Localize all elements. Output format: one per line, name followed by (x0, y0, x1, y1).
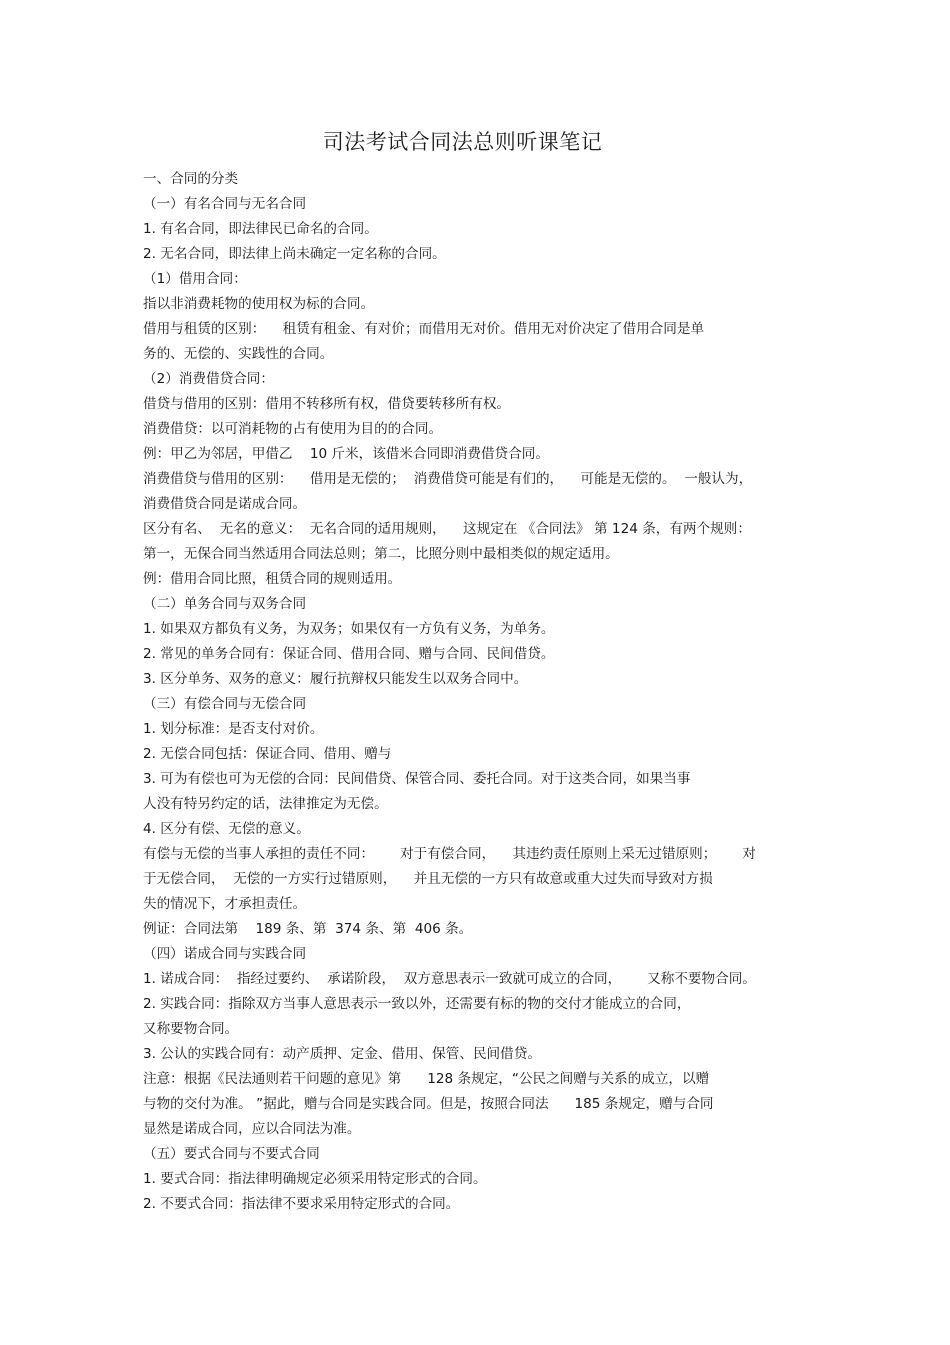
text-line: 失的情况下，才承担责任。 (143, 896, 307, 912)
text-line: 人没有特另约定的话，法律推定为无偿。 (143, 796, 388, 812)
text-line: 2. 常见的单务合同有：保证合同、借用合同、赠与合同、民间借贷。 (143, 646, 555, 662)
subsection-heading: （四）诺成合同与实践合同 (143, 946, 307, 962)
document-body (143, 167, 823, 1217)
text-line: 3. 区分单务、双务的意义：履行抗辩权只能发生以双务合同中。 (143, 671, 528, 687)
text-line: 例证：合同法第 189 条、第 374 条、第 406 条。 (143, 921, 473, 937)
text-line: 显然是诺成合同，应以合同法为准。 (143, 1121, 361, 1137)
document-title: 司法考试合同法总则听课笔记 (322, 130, 603, 154)
text-line: 2. 无偿合同包括：保证合同、借用、赠与 (143, 746, 392, 762)
text-line: 3. 可为有偿也可为无偿的合同：民间借贷、保管合同、委托合同。对于这类合同，如果当事 (143, 771, 691, 787)
text-line: 借用与租赁的区别： 租赁有租金、有对价；而借用无对价。借用无对价决定了借用合同是单 (143, 321, 705, 337)
text-line: 1. 划分标准：是否支付对价。 (143, 721, 324, 737)
subsection-heading: （三）有偿合同与无偿合同 (143, 696, 307, 712)
subsection-heading: （一）有名合同与无名合同 (143, 196, 307, 212)
text-line: 有偿与无偿的当事人承担的责任不同： 对于有偿合同， 其违约责任原则上采无过错原则； 对 (143, 846, 756, 862)
text-line: 指以非消费耗物的使用权为标的合同。 (143, 296, 375, 312)
text-line: 消费借贷：以可消耗物的占有使用为目的的合同。 (143, 421, 443, 437)
text-line: 1. 如果双方都负有义务，为双务；如果仅有一方负有义务，为单务。 (143, 621, 555, 637)
text-line: 2. 实践合同：指除双方当事人意思表示一致以外，还需要有标的物的交付才能成立的合同， (143, 996, 691, 1012)
text-line: 消费借贷与借用的区别： 借用是无偿的； 消费借贷可能是有们的， 可能是无偿的。 一般认为， (143, 471, 753, 487)
text-line: 2. 不要式合同：指法律不要求采用特定形式的合同。 (143, 1196, 460, 1212)
text-line: 1. 诺成合同： 指经过要约、 承诺阶段， 双方意思表示一致就可成立的合同， 又称不要物合同。 (143, 971, 756, 987)
text-line: 例：借用合同比照，租赁合同的规则适用。 (143, 571, 402, 587)
text-line: 注意：根据《民法通则若干问题的意见》第 128 条规定，“公民之间赠与关系的成立，以赠 (143, 1071, 710, 1087)
subsection-heading: （二）单务合同与双务合同 (143, 596, 307, 612)
text-line: 又称要物合同。 (143, 1021, 239, 1037)
item-heading: （2）消费借贷合同： (143, 371, 274, 387)
text-line: 务的、无偿的、实践性的合同。 (143, 346, 334, 362)
text-line: 于无偿合同， 无偿的一方实行过错原则， 并且无偿的一方只有故意或重大过失而导致对方损 (143, 871, 713, 887)
section-heading: 一、合同的分类 (143, 171, 239, 187)
text-line: 1. 要式合同：指法律明确规定必须采用特定形式的合同。 (143, 1171, 487, 1187)
text-line: 1. 有名合同，即法律民已命名的合同。 (143, 221, 378, 237)
text-line: 第一，无保合同当然适用合同法总则；第二，比照分则中最相类似的规定适用。 (143, 546, 619, 562)
text-line: 2. 无名合同，即法律上尚未确定一定名称的合同。 (143, 246, 446, 262)
subsection-heading: （五）要式合同与不要式合同 (143, 1146, 320, 1162)
text-line: 区分有名、 无名的意义： 无名合同的适用规则， 这规定在 《合同法》 第 124 条，有两个规则： (143, 521, 751, 537)
text-line: 与物的交付为准。 ”据此，赠与合同是实践合同。但是，按照合同法 185 条规定，赠与合同 (143, 1096, 714, 1112)
text-line: 例：甲乙为邻居，甲借乙 10 斤米，该借米合同即消费借贷合同。 (143, 446, 549, 462)
text-line: 消费借贷合同是诺成合同。 (143, 496, 307, 512)
text-line: 3. 公认的实践合同有：动产质押、定金、借用、保管、民间借贷。 (143, 1046, 541, 1062)
text-line: 4. 区分有偿、无偿的意义。 (143, 821, 310, 837)
item-heading: （1）借用合同： (143, 271, 247, 287)
text-line: 借贷与借用的区别：借用不转移所有权，借贷要转移所有权。 (143, 396, 511, 412)
